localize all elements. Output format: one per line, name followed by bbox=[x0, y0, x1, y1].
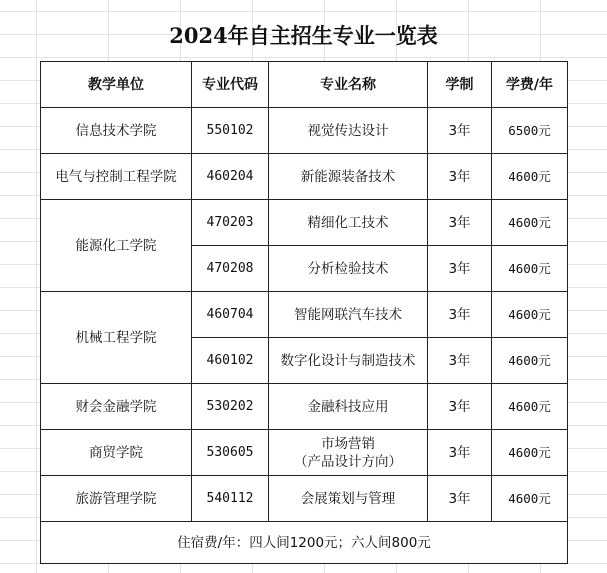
table-header-row bbox=[41, 62, 568, 108]
major-cell bbox=[269, 430, 428, 476]
table-row bbox=[41, 476, 568, 522]
major-cell: 新能源装备技术 bbox=[269, 154, 428, 200]
major-cell: 分析检验技术 bbox=[269, 246, 428, 292]
major-cell: 金融科技应用 bbox=[269, 384, 428, 430]
table-row bbox=[41, 384, 568, 430]
major-cell: 会展策划与管理 bbox=[269, 476, 428, 522]
header-code: 专业代码 bbox=[192, 62, 269, 108]
header-length: 学制 bbox=[428, 62, 492, 108]
table-row bbox=[41, 292, 568, 338]
length-cell: 3年 bbox=[428, 384, 492, 430]
fee-cell: 4600元 bbox=[492, 384, 568, 430]
table-row bbox=[41, 154, 568, 200]
length-cell: 3年 bbox=[428, 154, 492, 200]
length-cell: 3年 bbox=[428, 246, 492, 292]
code-cell: 470208 bbox=[192, 246, 269, 292]
code-cell: 540112 bbox=[192, 476, 269, 522]
major-cell: 智能网联汽车技术 bbox=[269, 292, 428, 338]
code-cell: 530605 bbox=[192, 430, 269, 476]
table-row bbox=[41, 200, 568, 246]
fee-cell: 4600元 bbox=[492, 476, 568, 522]
header-unit: 教学单位 bbox=[41, 62, 192, 108]
fee-cell: 6500元 bbox=[492, 108, 568, 154]
unit-cell: 财会金融学院 bbox=[41, 384, 192, 430]
major-cell: 数字化设计与制造技术 bbox=[269, 338, 428, 384]
header-fee: 学费/年 bbox=[492, 62, 568, 108]
length-cell: 3年 bbox=[428, 430, 492, 476]
table-row bbox=[41, 430, 568, 476]
fee-cell: 4600元 bbox=[492, 430, 568, 476]
header-major: 专业名称 bbox=[269, 62, 428, 108]
unit-cell: 信息技术学院 bbox=[41, 108, 192, 154]
majors-table bbox=[40, 61, 568, 564]
code-cell: 460704 bbox=[192, 292, 269, 338]
unit-cell: 电气与控制工程学院 bbox=[41, 154, 192, 200]
page-title: 2024年自主招生专业一览表 bbox=[169, 23, 438, 48]
major-cell: 视觉传达设计 bbox=[269, 108, 428, 154]
fee-cell: 4600元 bbox=[492, 292, 568, 338]
code-cell: 530202 bbox=[192, 384, 269, 430]
unit-cell: 能源化工学院 bbox=[41, 200, 192, 292]
fee-cell: 4600元 bbox=[492, 200, 568, 246]
major-cell: 精细化工技术 bbox=[269, 200, 428, 246]
length-cell: 3年 bbox=[428, 200, 492, 246]
length-cell: 3年 bbox=[428, 292, 492, 338]
unit-cell: 机械工程学院 bbox=[41, 292, 192, 384]
length-cell: 3年 bbox=[428, 108, 492, 154]
table-note-row bbox=[41, 522, 568, 564]
length-cell: 3年 bbox=[428, 338, 492, 384]
unit-cell: 商贸学院 bbox=[41, 430, 192, 476]
fee-cell: 4600元 bbox=[492, 246, 568, 292]
fee-cell: 4600元 bbox=[492, 154, 568, 200]
code-cell: 550102 bbox=[192, 108, 269, 154]
code-cell: 460204 bbox=[192, 154, 269, 200]
accommodation-note: 住宿费/年：四人间1200元；六人间800元 bbox=[41, 522, 568, 564]
code-cell: 470203 bbox=[192, 200, 269, 246]
major-name: 市场营销 bbox=[321, 435, 375, 452]
length-cell: 3年 bbox=[428, 476, 492, 522]
fee-cell: 4600元 bbox=[492, 338, 568, 384]
code-cell: 460102 bbox=[192, 338, 269, 384]
table-row bbox=[41, 108, 568, 154]
major-direction: （产品设计方向） bbox=[294, 453, 402, 470]
unit-cell: 旅游管理学院 bbox=[41, 476, 192, 522]
